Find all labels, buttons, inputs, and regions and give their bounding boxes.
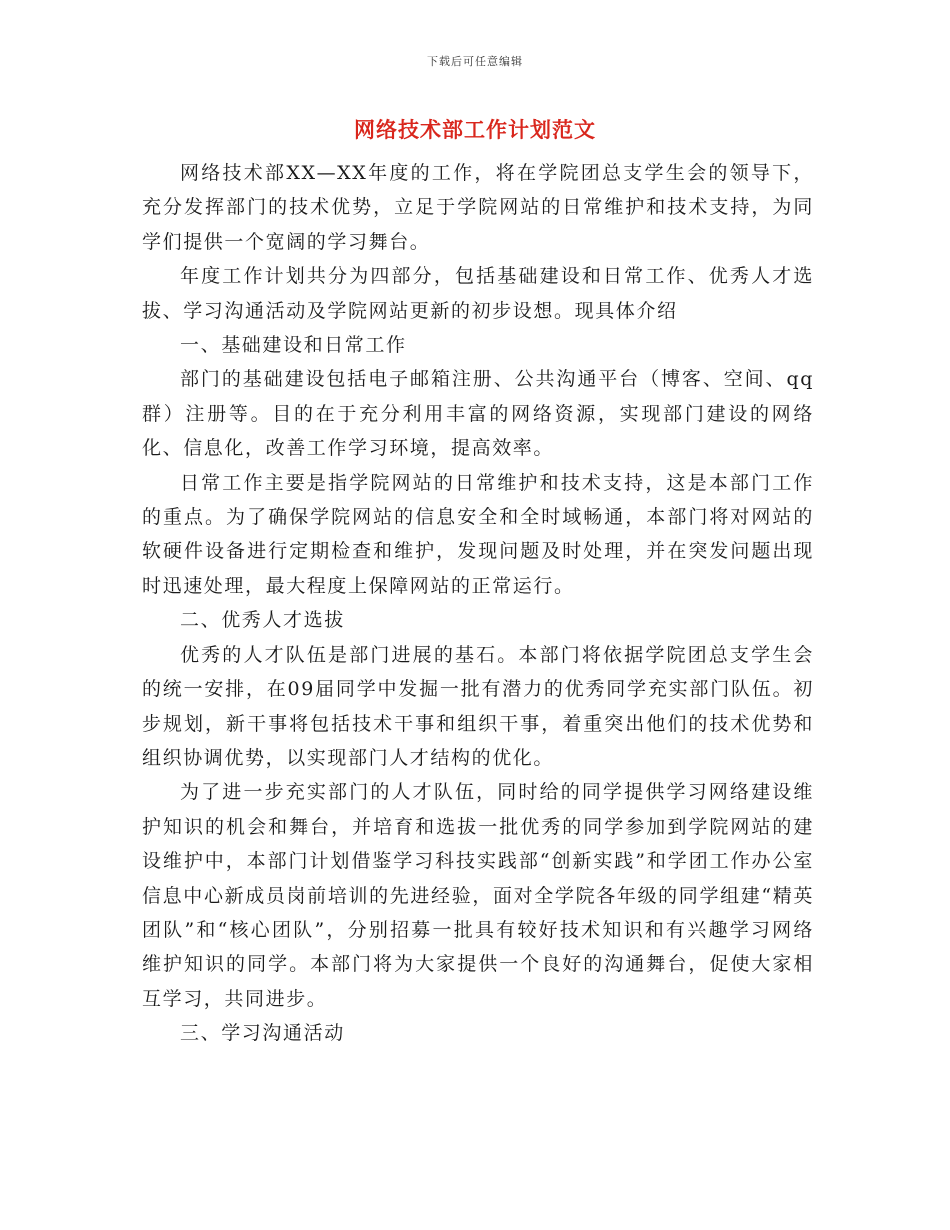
section-heading-1: 一、基础建设和日常工作 (180, 334, 407, 357)
paragraph-talent: 优秀的人才队伍是部门进展的基石。本部门将依据学院团总支学生会的统一安排，在09届同学中发掘一批有潜力的优秀同学充实部门队伍。初步规划，新干事将包括技术干事和组织干事，着重突出他们的技术优势和组织协调优势，以实现部门人才结构的优化。 (142, 643, 814, 769)
paragraph-intro: 网络技术部XX—XX年度的工作，将在学院团总支学生会的领导下，充分发挥部门的技术优势，立足于学院网站的日常维护和技术支持，为同学们提供一个宽阔的学习舞台。 (142, 162, 814, 253)
document-body (142, 156, 814, 1051)
section-heading-2: 二、优秀人才选拔 (180, 609, 345, 632)
paragraph-infrastructure: 部门的基础建设包括电子邮箱注册、公共沟通平台（博客、空间、qq群）注册等。目的在于充分利用丰富的网络资源，实现部门建设的网络化、信息化，改善工作学习环境，提高效率。 (142, 368, 814, 460)
paragraph-overview: 年度工作计划共分为四部分，包括基础建设和日常工作、优秀人才选拔、学习沟通活动及学院网站更新的初步设想。现具体介绍 (142, 265, 814, 322)
section-heading-3: 三、学习沟通活动 (180, 1022, 345, 1045)
header-note: 下载后可任意编辑 (427, 55, 523, 68)
document-title: 网络技术部工作计划范文 (354, 117, 596, 142)
paragraph-daily-work: 日常工作主要是指学院网站的日常维护和技术支持，这是本部门工作的重点。为了确保学院网站的信息安全和全时域畅通，本部门将对网站的软硬件设备进行定期检查和维护，发现问题及时处理，并在突发问题出现时迅速处理，最大程度上保障网站的正常运行。 (142, 471, 814, 597)
paragraph-talent-expansion: 为了进一步充实部门的人才队伍，同时给的同学提供学习网络建设维护知识的机会和舞台，并培育和选拔一批优秀的同学参加到学院网站的建设维护中，本部门计划借鉴学习科技实践部“创新实践”和学团工作办公室信息中心新成员岗前培训的先进经验，面对全学院各年级的同学组建“精英团队”和“核心团队”，分别招募一批具有较好技术知识和有兴趣学习网络维护知识的同学。本部门将为大家提供一个良好的沟通舞台，促使大家相互学习，共同进步。 (142, 781, 814, 1010)
